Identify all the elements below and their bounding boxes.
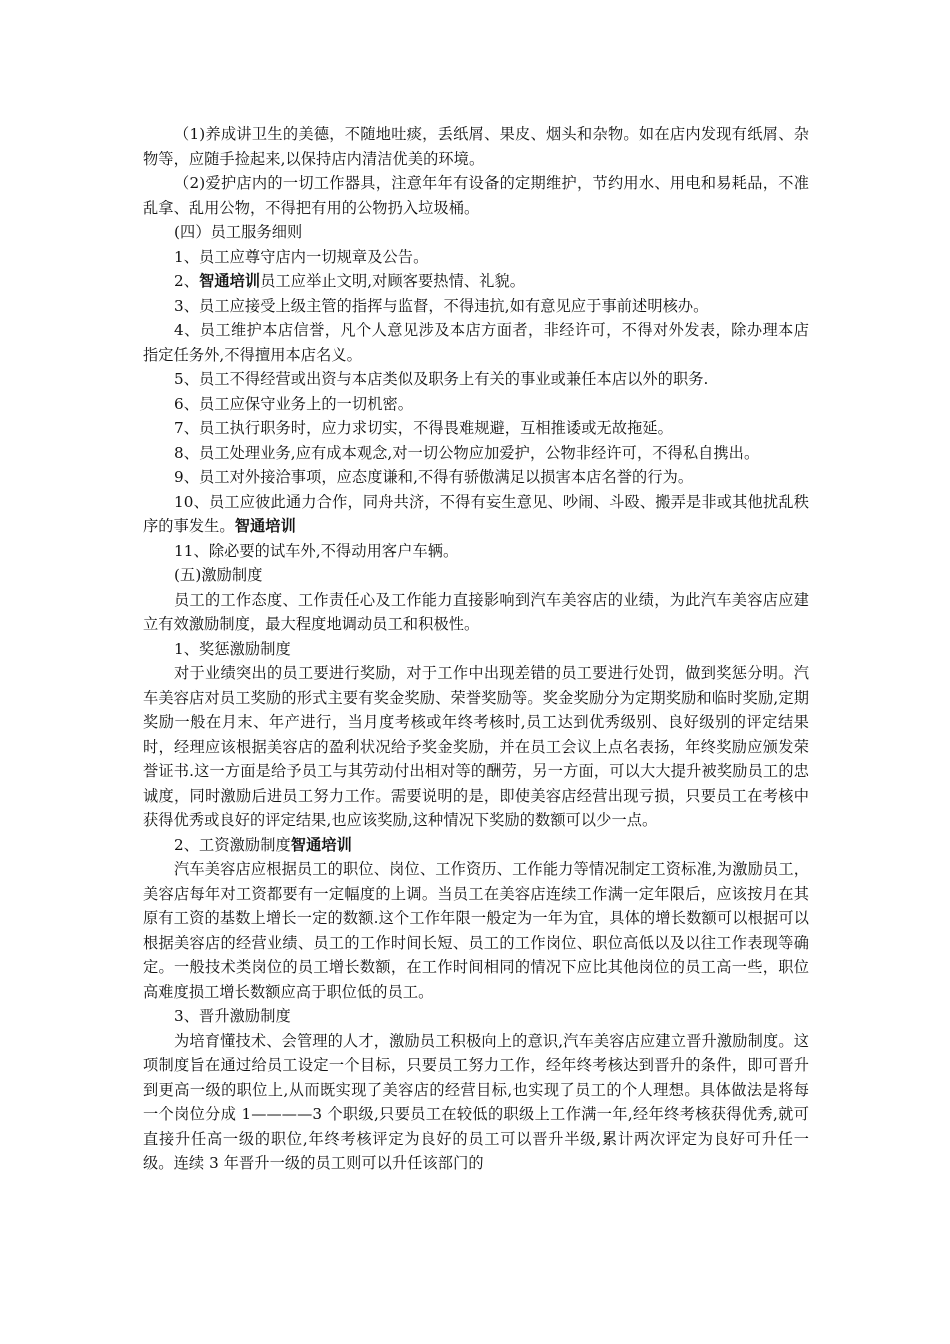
rule-item-11: 11、除必要的试车外,不得动用客户车辆。 xyxy=(174,541,459,560)
rule-item-5: 5、员工不得经营或出资与本店类似及职务上有关的事业或兼任本店以外的职务. xyxy=(174,370,709,388)
rule-item-3: 3、员工应接受上级主管的指挥与监督，不得违抗,如有意见应于事前述明核办。 xyxy=(174,296,709,315)
rule-item-2 xyxy=(143,269,809,294)
rule-item-9: 9、员工对外接洽事项，应态度谦和,不得有骄傲满足以损害本店名誉的行为。 xyxy=(174,468,694,486)
paragraph-salary: 汽车美容店应根据员工的职位、岗位、工作资历、工作能力等情况制定工资标准,为激励员工，美容店每年对工资都要有一定幅度的上调。当员工在美容店连续工作满一定年限后，应该按月在其原有工资的基数上增长一定的数额.这个工作年限一般定为一年为宜，具体的增长数额可以根据可以根据美容店的经营业绩、员工的工作时间长短、员工的工作岗位、职位高低以及以往工作表现等确定。一般技术类岗位的员工增长数额，在工作时间相同的情况下应比其他岗位的员工高一些，职位高难度损工增长数额应高于职位低的员工。 xyxy=(143,860,809,1001)
brand-text: 智通培训 xyxy=(234,517,296,535)
brand-text: 智通培训 xyxy=(199,272,261,290)
rule-item-2-text: 员工应举止文明,对顾客要热情、礼貌。 xyxy=(260,272,526,290)
document-page xyxy=(143,122,809,1176)
subheading-salary xyxy=(143,833,809,858)
rule-item-6: 6、员工应保守业务上的一切机密。 xyxy=(174,394,414,413)
rule-item-7: 7、员工执行职务时，应力求切实，不得畏难规避，互相推诿或无故拖延。 xyxy=(174,419,673,437)
paragraph-equipment: （2)爱护店内的一切工作器具，注意年年有设备的定期维护，节约用水、用电和易耗品，不准乱拿、乱用公物，不得把有用的公物扔入垃圾桶。 xyxy=(143,174,809,217)
rule-item-4: 4、员工维护本店信誉，凡个人意见涉及本店方面者，非经许可，不得对外发表，除办理本店指定任务外,不得擅用本店名义。 xyxy=(143,321,809,364)
section-heading-incentives: (五)激励制度 xyxy=(174,566,263,584)
rule-item-10 xyxy=(143,490,809,539)
section-heading-service-rules: (四）员工服务细则 xyxy=(174,223,303,241)
subheading-reward-punishment: 1、奖惩激励制度 xyxy=(174,639,291,658)
paragraph-reward-punishment: 对于业绩突出的员工要进行奖励，对于工作中出现差错的员工要进行处罚，做到奖惩分明。汽车美容店对员工奖励的形式主要有奖金奖励、荣誉奖励等。奖金奖励分为定期奖励和临时奖励,定期奖励一般在月末、年产进行，当月度考核或年终考核时,员工达到优秀级别、良好级别的评定结果时，经理应该根据美容店的盈利状况给予奖金奖励，并在员工会议上点名表扬，年终奖励应颁发荣誉证书.这一方面是给予员工与其劳动付出相对等的酬劳，另一方面，可以大大提升被奖励员工的忠诚度，同时激励后进员工努力工作。需要说明的是，即使美容店经营出现亏损，只要员工在考核中获得优秀或良好的评定结果,也应该奖励,这种情况下奖励的数额可以少一点。 xyxy=(143,664,809,829)
paragraph-hygiene: （1)养成讲卫生的美德，不随地吐痰，丢纸屑、果皮、烟头和杂物。如在店内发现有纸屑、杂物等，应随手捡起来,以保持店内清洁优美的环境。 xyxy=(143,125,809,168)
paragraph-incentives-intro: 员工的工作态度、工作责任心及工作能力直接影响到汽车美容店的业绩，为此汽车美容店应建立有效激励制度，最大程度地调动员工和积极性。 xyxy=(143,590,809,633)
subheading-promotion: 3、晋升激励制度 xyxy=(174,1007,291,1025)
brand-text: 智通培训 xyxy=(290,835,352,854)
rule-item-10-text: 10、员工应彼此通力合作，同舟共济，不得有妄生意见、吵闹、斗殴、搬弄是非或其他扰乱秩序的事发生。 xyxy=(143,492,809,535)
rule-item-1: 1、员工应尊守店内一切规章及公告。 xyxy=(174,247,429,266)
paragraph-promotion: 为培育懂技术、会管理的人才，激励员工积极向上的意识,汽车美容店应建立晋升激励制度。这项制度旨在通过给员工设定一个目标，只要员工努力工作，经年终考核达到晋升的条件，即可晋升到更高一级的职位上,从而既实现了美容店的经营目标,也实现了员工的个人理想。具体做法是将每一个岗位分成 1————3 个职级,只要员工在较低的职级上工作满一年,经年终考核获得优秀,就可直接升任高一级的职位,年终考核评定为良好的员工可以晋升半级,累计两次评定为良好可升任一级。连续 3 年晋升一级的员工则可以升任该部门的 xyxy=(143,1031,809,1172)
rule-item-8: 8、员工处理业务,应有成本观念,对一切公物应加爱护，公物非经许可，不得私自携出。 xyxy=(174,443,760,462)
rule-item-2-number: 2、 xyxy=(174,272,200,290)
subheading-salary-text: 2、工资激励制度 xyxy=(174,835,291,854)
